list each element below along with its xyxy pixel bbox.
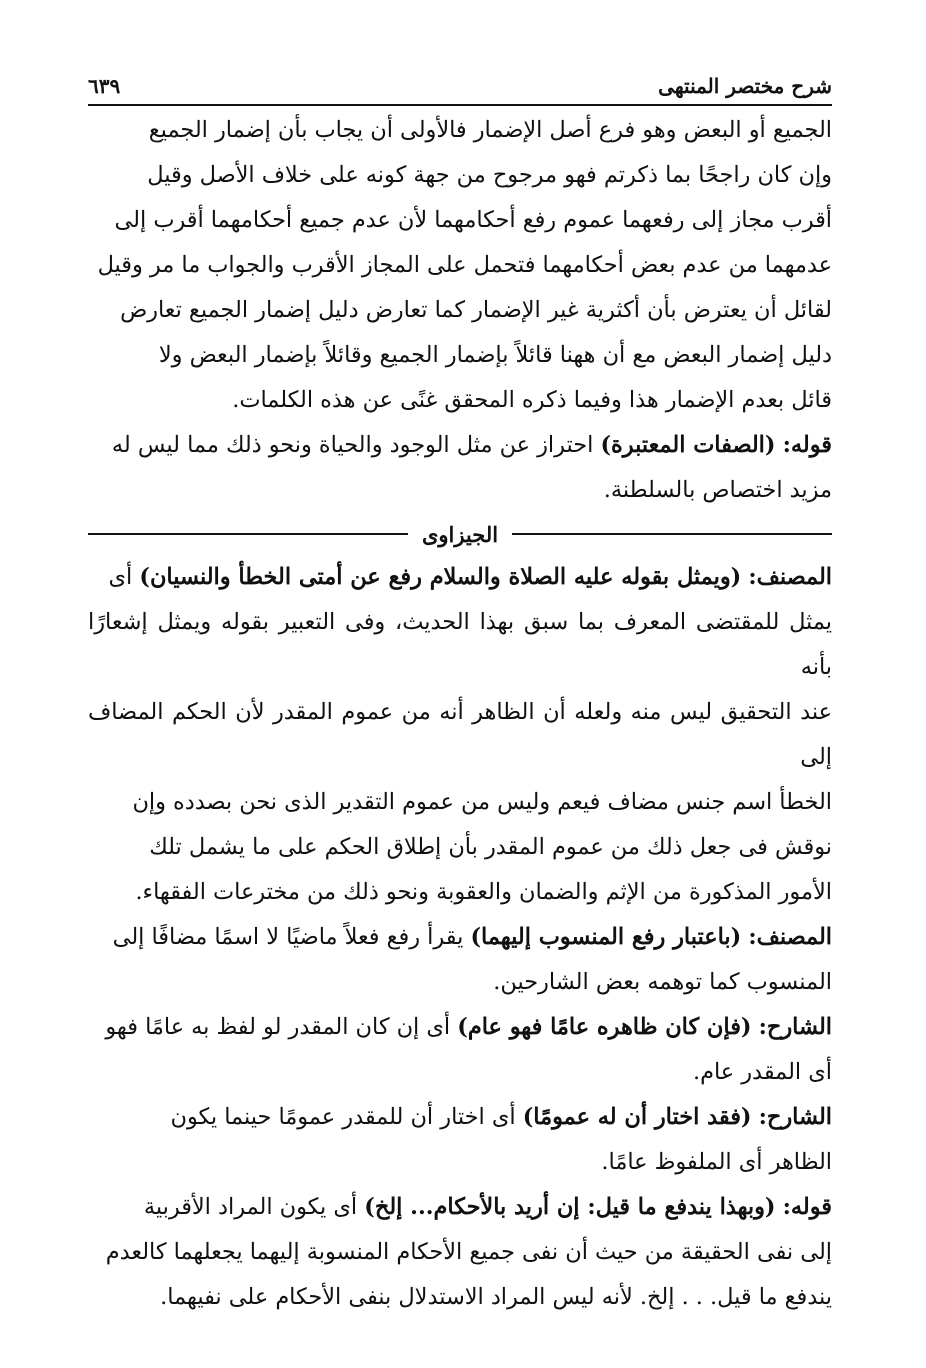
speaker-label: قوله: bbox=[782, 432, 832, 458]
text-line: الجميع أو البعض وهو فرع أصل الإضمار فالأولى أن يجاب بأن إضمار الجميع bbox=[148, 117, 832, 143]
text-segment: أى bbox=[108, 564, 133, 590]
running-title: شرح مختصر المنتهى bbox=[658, 74, 832, 98]
speaker-label: المصنف: bbox=[748, 564, 832, 590]
text-segment: يقرأ رفع فعلاً ماضيًا لا اسمًا مضافًا إلى bbox=[112, 924, 464, 950]
text-line: أى المقدر عام. bbox=[692, 1059, 832, 1085]
text-line: المنسوب كما توهمه بعض الشارحين. bbox=[493, 969, 832, 995]
text-line: لقائل أن يعترض بأن أكثرية غير الإضمار كما تعارض دليل إضمار الجميع تعارض bbox=[120, 297, 832, 323]
commentary-paragraph bbox=[88, 1005, 832, 1095]
text-line: عند التحقيق ليس منه ولعله أن الظاهر أنه من عموم المقدر لأن الحكم المضاف إلى bbox=[88, 699, 832, 770]
text-line: عدمهما من عدم بعض أحكامهما فتحمل على المجاز الأقرب والجواب ما مر وقيل bbox=[97, 252, 832, 278]
text-line: مزيد اختصاص بالسلطنة. bbox=[603, 477, 832, 503]
paragraph-continuation bbox=[88, 108, 832, 423]
speaker-label: قوله: bbox=[782, 1194, 832, 1220]
section-title: الجيزاوى bbox=[421, 521, 499, 547]
text-segment: احتراز عن مثل الوجود والحياة ونحو ذلك مما ليس له bbox=[111, 432, 594, 458]
text-line bbox=[88, 555, 832, 600]
quoted-phrase: (فقد اختار أن له عمومًا) bbox=[522, 1104, 752, 1130]
quoted-phrase: (فإن كان ظاهره عامًا فهو عام) bbox=[457, 1014, 752, 1040]
text-line: إلى نفى الحقيقة من حيث أن نفى جميع الأحكام المنسوبة إليهما يجعلهما كالعدم bbox=[105, 1239, 832, 1265]
text-line: الأمور المذكورة من الإثم والضمان والعقوبة ونحو ذلك من مخترعات الفقهاء. bbox=[135, 879, 832, 905]
quoted-phrase: (وبهذا يندفع ما قيل: إن أريد بالأحكام... إلخ) bbox=[364, 1194, 776, 1220]
divider-rule bbox=[88, 533, 408, 535]
text-line bbox=[88, 1185, 832, 1230]
section-divider bbox=[88, 513, 832, 555]
speaker-label: المصنف: bbox=[748, 924, 832, 950]
quoted-phrase: (الصفات المعتبرة) bbox=[600, 432, 776, 458]
speaker-label: الشارح: bbox=[758, 1104, 832, 1130]
speaker-label: الشارح: bbox=[758, 1014, 832, 1040]
quoted-phrase: (ويمثل بقوله عليه الصلاة والسلام رفع عن أمتى الخطأ والنسيان) bbox=[139, 564, 742, 590]
commentary-paragraph bbox=[88, 555, 832, 915]
text-line: الخطأ اسم جنس مضاف فيعم وليس من عموم التقدير الذى نحن بصدده وإن bbox=[132, 789, 832, 815]
quoted-phrase: (باعتبار رفع المنسوب إليهما) bbox=[470, 924, 742, 950]
page bbox=[88, 70, 832, 1320]
text-line bbox=[88, 915, 832, 960]
text-line bbox=[88, 1095, 832, 1140]
text-segment: أى إن كان المقدر لو لفظ به عامًا فهو bbox=[105, 1014, 451, 1040]
text-line: يمثل للمقتضى المعرف بما سبق بهذا الحديث، وفى التعبير بقوله ويمثل إشعارًا بأنه bbox=[88, 609, 832, 680]
text-line: أقرب مجاز إلى رفعهما عموم رفع أحكامهما لأن عدم جميع أحكامهما أقرب إلى bbox=[114, 207, 832, 233]
text-line bbox=[88, 1005, 832, 1050]
divider-rule bbox=[512, 533, 832, 535]
text-segment: أى اختار أن للمقدر عمومًا حينما يكون bbox=[170, 1104, 516, 1130]
commentary-paragraph bbox=[88, 1095, 832, 1185]
text-line: يندفع ما قيل. . . إلخ. لأنه ليس المراد الاستدلال بنفى الأحكام على نفيهما. bbox=[160, 1284, 832, 1310]
commentary-paragraph bbox=[88, 915, 832, 1005]
text-line: وإن كان راجحًا بما ذكرتم فهو مرجوح من جهة كونه على خلاف الأصل وقيل bbox=[147, 162, 832, 188]
commentary-paragraph bbox=[88, 423, 832, 513]
text-line: نوقش فى جعل ذلك من عموم المقدر بأن إطلاق الحكم على ما يشمل تلك bbox=[149, 834, 832, 860]
text-line: الظاهر أى الملفوظ عامًا. bbox=[601, 1149, 832, 1175]
text-line: قائل بعدم الإضمار هذا وفيما ذكره المحقق غنًى عن هذه الكلمات. bbox=[232, 387, 832, 413]
page-number: ٦٣٩ bbox=[88, 74, 121, 98]
text-segment: أى يكون المراد الأقربية bbox=[143, 1194, 358, 1220]
commentary-paragraph bbox=[88, 1185, 832, 1320]
text-line bbox=[88, 423, 832, 468]
page-header bbox=[88, 70, 832, 106]
text-line: دليل إضمار البعض مع أن ههنا قائلاً بإضمار الجميع وقائلاً بإضمار البعض ولا bbox=[158, 342, 832, 368]
